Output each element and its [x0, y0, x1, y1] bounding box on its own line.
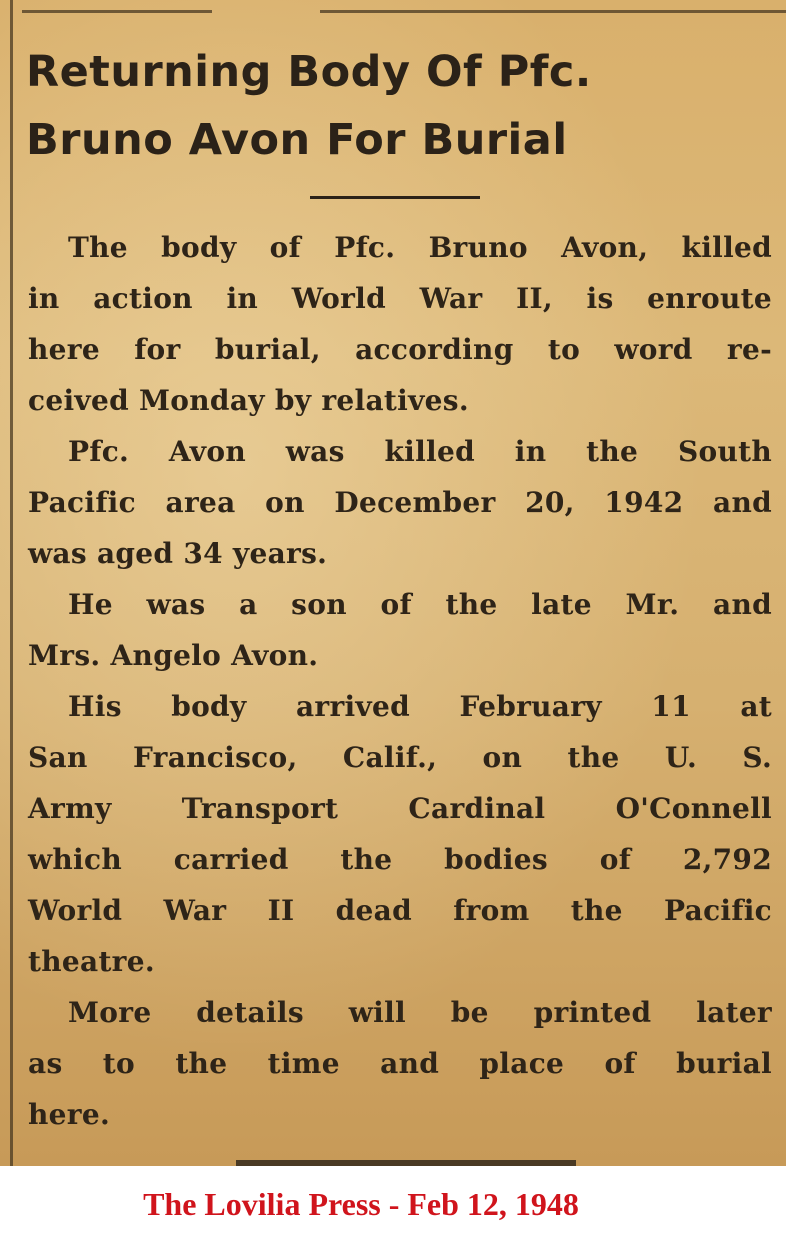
paragraph-5: [28, 987, 772, 1140]
column-rule-top-left: [22, 10, 212, 13]
text-line: More details will be printed later: [68, 996, 772, 1029]
headline-line-1: Returning Body Of Pfc.: [26, 47, 592, 97]
text-line: He was a son of the late Mr. and: [68, 588, 772, 621]
paragraph-2: [28, 426, 772, 579]
text-line: here for burial, according to word re-: [28, 333, 772, 366]
headline-line-2: Bruno Avon For Burial: [26, 115, 568, 165]
headline-divider: [310, 196, 480, 199]
article-headline: [26, 38, 766, 174]
text-line: in action in World War II, is enroute: [28, 282, 772, 315]
paragraph-4: [28, 681, 772, 987]
text-line: Army Transport Cardinal O'Connell: [28, 792, 772, 825]
article-body: [28, 222, 772, 1140]
text-line: ceived Monday by relatives.: [28, 384, 469, 417]
text-line: theatre.: [28, 945, 155, 978]
text-line: World War II dead from the Pacific: [28, 894, 772, 927]
text-line: His body arrived February 11 at: [68, 690, 772, 723]
paragraph-3: [28, 579, 772, 681]
text-line: Pacific area on December 20, 1942 and: [28, 486, 772, 519]
paragraph-1: [28, 222, 772, 426]
text-line: which carried the bodies of 2,792: [28, 843, 772, 876]
column-rule-left: [10, 0, 13, 1166]
source-caption: The Lovilia Press - Feb 12, 1948: [143, 1186, 579, 1222]
column-rule-bottom: [236, 1160, 576, 1166]
text-line: San Francisco, Calif., on the U. S.: [28, 741, 772, 774]
text-line: here.: [28, 1098, 110, 1131]
text-line: Mrs. Angelo Avon.: [28, 639, 319, 672]
text-line: was aged 34 years.: [28, 537, 328, 570]
text-line: The body of Pfc. Bruno Avon, killed: [68, 231, 772, 264]
text-line: as to the time and place of burial: [28, 1047, 772, 1080]
text-line: Pfc. Avon was killed in the South: [68, 435, 772, 468]
column-rule-top-right: [320, 10, 786, 13]
